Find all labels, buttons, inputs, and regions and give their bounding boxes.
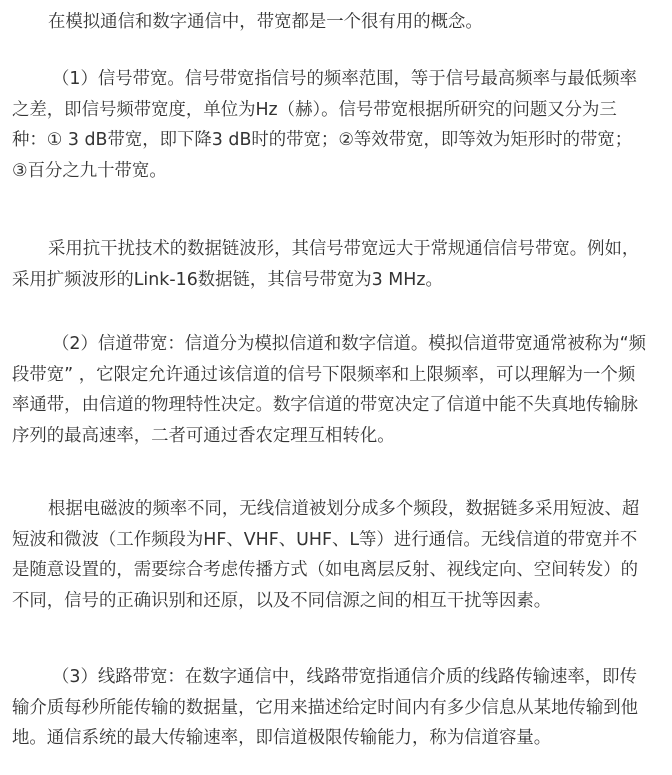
paragraph-line: 之差，即信号频带宽度，单位为Hz（赫）。信号带宽根据所研究的问题又分为三: [12, 99, 617, 120]
paragraph-line: （1）信号带宽。信号带宽指信号的频率范围，等于信号最高频率与最低频率: [52, 69, 637, 89]
paragraph-line: 地。通信系统的最大传输速率，即信道极限传输能力，称为信道容量。: [12, 728, 552, 748]
paragraph-line: 根据电磁波的频率不同，无线信道被划分成多个频段，数据链多采用短波、超: [48, 499, 640, 519]
paragraph-anti-jamming: [12, 234, 665, 295]
paragraph-line: ③百分之九十带宽。: [12, 160, 167, 181]
paragraph-line-bandwidth: [12, 662, 665, 754]
paragraph-line: 采用抗干扰技术的数据链波形，其信号带宽远大于常规通信信号带宽。例如，: [48, 239, 640, 259]
paragraph-wireless-channel: [12, 494, 665, 616]
paragraph-line: （3）线路带宽：在数字通信中，线路带宽指通信介质的线路传输速率，即传: [52, 667, 637, 687]
paragraph-line: 短波和微波（工作频段为HF、VHF、UHF、L等）进行通信。无线信道的带宽并不: [12, 529, 638, 550]
paragraph-line: 在模拟通信和数字通信中，带宽都是一个很有用的概念。: [48, 12, 483, 32]
paragraph-intro: [12, 7, 665, 38]
paragraph-line: 种：① 3 dB带宽，即下降3 dB时的带宽；②等效带宽，即等效为矩形时的带宽；: [12, 130, 633, 150]
paragraph-signal-bandwidth: [12, 64, 665, 186]
paragraph-line: （2）信道带宽：信道分为模拟信道和数字信道。模拟信道带宽通常被称为“频: [52, 334, 646, 354]
paragraph-line: 段带宽” ，它限定允许通过该信道的信号下限频率和上限频率，可以理解为一个频: [12, 364, 636, 385]
paragraph-line: 序列的最高速率，二者可通过香农定理互相转化。: [12, 425, 395, 446]
paragraph-line: 输介质每秒所能传输的数据量，它用来描述给定时间内有多少信息从某地传输到他: [12, 697, 639, 718]
paragraph-line: 采用扩频波形的Link-16数据链，其信号带宽为3 MHz。: [12, 269, 443, 290]
paragraph-line: 率通带，由信道的物理特性决定。数字信道的带宽决定了信道中能不失真地传输脉: [12, 395, 639, 415]
paragraph-line: 不同，信号的正确识别和还原，以及不同信源之间的相互干扰等因素。: [12, 590, 552, 611]
paragraph-channel-bandwidth: [12, 329, 665, 451]
paragraph-line: 是随意设置的，需要综合考虑传播方式（如电离层反射、视线定向、空间转发）的: [12, 560, 639, 580]
